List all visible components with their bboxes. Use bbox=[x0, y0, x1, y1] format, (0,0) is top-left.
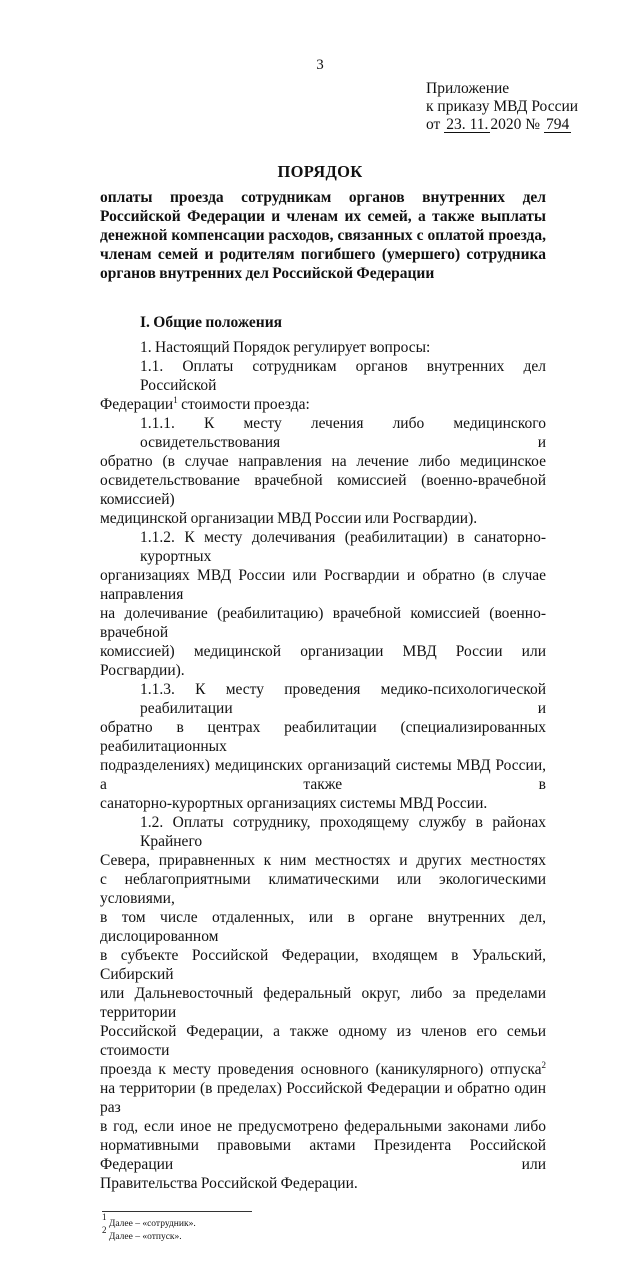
order-month: 11. bbox=[469, 116, 489, 133]
footnote-mark: 2 bbox=[102, 1225, 107, 1235]
appendix-date-line bbox=[426, 116, 640, 134]
subtitle-line: членам семей и родителям погибшего (умершего) сотрудника bbox=[100, 246, 546, 263]
body-line bbox=[100, 984, 546, 1022]
body-line bbox=[100, 946, 546, 984]
body-line-text: в субъекте Российской Федерации, входящем в Уральский, Сибирский bbox=[100, 947, 546, 983]
body-line-text: Российской Федерации, а также одному из членов его семьи стоимости bbox=[100, 1023, 546, 1059]
appendix-from: от bbox=[426, 116, 441, 133]
body-line bbox=[100, 756, 546, 794]
body-line bbox=[100, 680, 546, 718]
body-line bbox=[100, 1060, 546, 1079]
subtitle-line: оплаты проезда сотрудникам органов внутренних дел bbox=[100, 189, 546, 206]
body-line bbox=[100, 338, 546, 357]
footnote-divider bbox=[102, 1211, 252, 1212]
body-line-text: 1.1.3. К месту проведения медико-психологической реабилитации и bbox=[140, 681, 546, 717]
footnote-ref: 1 bbox=[173, 395, 178, 405]
order-day: 23. bbox=[446, 116, 466, 133]
body-line bbox=[100, 794, 546, 813]
body-line-text: 1.1.1. К месту лечения либо медицинского освидетельствования и bbox=[140, 415, 546, 451]
body-line bbox=[100, 452, 546, 471]
body-line-text: организациях МВД России или Росгвардии и обратно (в случае направления bbox=[100, 567, 546, 603]
body-line-text: проезда к месту проведения основного (каникулярного) отпуска bbox=[100, 1061, 542, 1078]
body-line-text: с неблагоприятными климатическими или экологическими условиями, bbox=[100, 871, 546, 907]
body-line-text: 1.1.2. К месту долечивания (реабилитации) в санаторно-курортных bbox=[140, 529, 546, 565]
body-line-text: 1.1. Оплаты сотрудникам органов внутренних дел Российской bbox=[140, 358, 546, 394]
body-line-text: обратно (в случае направления на лечение либо медицинское bbox=[100, 453, 546, 470]
section-heading: I. Общие положения bbox=[140, 314, 283, 331]
number-sign: № bbox=[525, 116, 541, 133]
body-line-text: Правительства Российской Федерации. bbox=[100, 1175, 358, 1192]
body-line-text: в год, если иное не предусмотрено федеральными законами либо bbox=[100, 1118, 546, 1135]
body-line-text: комиссией) медицинской организации МВД России или Росгвардии). bbox=[100, 643, 546, 679]
order-number: 794 bbox=[545, 116, 570, 133]
body-line bbox=[100, 642, 546, 680]
body-line bbox=[100, 1117, 546, 1136]
body-line bbox=[100, 509, 546, 528]
body-line bbox=[100, 718, 546, 756]
appendix-label: Приложение bbox=[426, 80, 510, 97]
body-line-text: освидетельствование врачебной комиссией (военно-врачебной комиссией) bbox=[100, 472, 546, 508]
body-line-tail: стоимости проезда: bbox=[177, 396, 310, 413]
body-line-text: нормативными правовыми актами Президента Российской Федерации или bbox=[100, 1137, 546, 1173]
footnote-mark: 1 bbox=[102, 1212, 107, 1222]
body-line bbox=[100, 528, 546, 566]
document-title: ПОРЯДОК bbox=[277, 162, 363, 181]
subtitle-line: Российской Федерации и членам их семей, а также выплаты bbox=[100, 208, 546, 225]
subtitle-line: органов внутренних дел Российской Федерации bbox=[100, 265, 435, 282]
appendix-order-ref: к приказу МВД России bbox=[426, 98, 579, 115]
body-line-text: 1.2. Оплаты сотруднику, проходящему службу в районах Крайнего bbox=[140, 814, 546, 850]
body-line-text: на долечивание (реабилитацию) врачебной комиссией (военно-врачебной bbox=[100, 605, 546, 641]
body-line bbox=[100, 357, 546, 395]
body-line bbox=[100, 1079, 546, 1117]
footnote-area bbox=[102, 1211, 640, 1263]
body-line bbox=[100, 566, 546, 604]
body-line-text: Севера, приравненных к ним местностях и других местностях bbox=[100, 852, 546, 869]
body-line-text: Федерации bbox=[100, 396, 174, 413]
body-line-text: медицинской организации МВД России или Росгвардии). bbox=[100, 510, 478, 527]
document-subtitle bbox=[100, 188, 546, 283]
page-number: 3 bbox=[316, 57, 324, 73]
appendix-block bbox=[426, 80, 640, 134]
body-line bbox=[100, 908, 546, 946]
body-line-text: 1. Настоящий Порядок регулирует вопросы: bbox=[140, 339, 431, 356]
body-line bbox=[100, 870, 546, 908]
footnote bbox=[102, 1225, 640, 1243]
subtitle-line: денежной компенсации расходов, связанных с оплатой проезда, bbox=[100, 227, 546, 244]
footnote-text: Далее – «отпуск». bbox=[106, 1232, 182, 1242]
footnotes bbox=[102, 1212, 640, 1243]
body-line bbox=[100, 1022, 546, 1060]
footnote bbox=[102, 1212, 640, 1230]
body-line-text: санаторно-курортных организациях системы МВД России. bbox=[100, 795, 488, 812]
body-paragraphs bbox=[100, 338, 546, 1193]
body-line bbox=[100, 604, 546, 642]
document-body bbox=[100, 313, 546, 1193]
body-line-text: подразделениях) медицинских организаций системы МВД России, а также в bbox=[100, 757, 546, 793]
body-line-text: на территории (в пределах) Российской Федерации и обратно один раз bbox=[100, 1080, 546, 1116]
body-line bbox=[100, 1174, 546, 1193]
body-line bbox=[100, 471, 546, 509]
order-year: 2020 bbox=[490, 116, 522, 133]
body-line bbox=[100, 414, 546, 452]
body-line bbox=[100, 395, 546, 414]
body-line bbox=[100, 851, 546, 870]
body-line bbox=[100, 813, 546, 851]
body-line-text: в том числе отдаленных, или в органе внутренних дел, дислоцированном bbox=[100, 909, 546, 945]
footnote-text: Далее – «сотрудник». bbox=[106, 1219, 196, 1229]
body-line-text: обратно в центрах реабилитации (специализированных реабилитационных bbox=[100, 719, 546, 755]
body-line-text: или Дальневосточный федеральный округ, либо за пределами территории bbox=[100, 985, 546, 1021]
footnote-ref: 2 bbox=[541, 1060, 546, 1070]
body-line bbox=[100, 1136, 546, 1174]
